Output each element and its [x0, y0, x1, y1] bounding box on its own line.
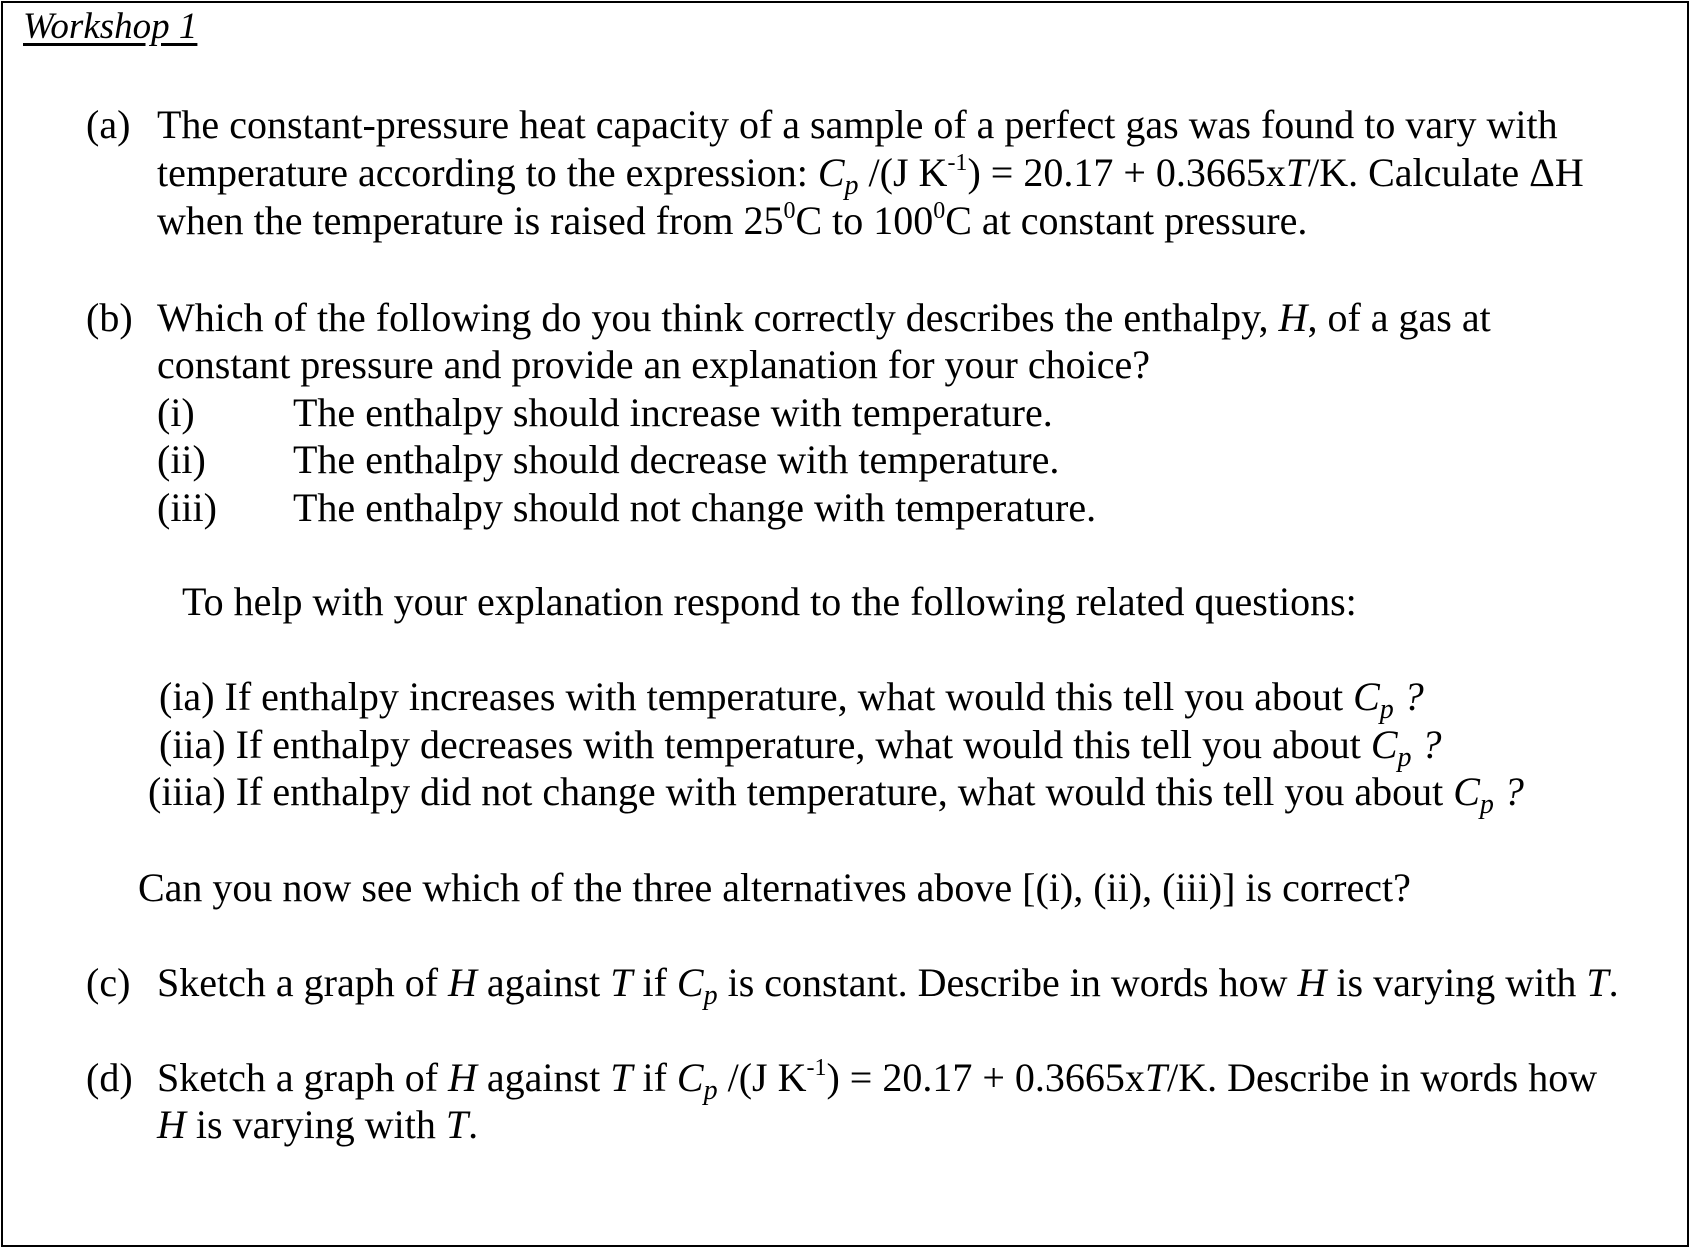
- option-text: The enthalpy should increase with temperature.: [293, 390, 1053, 435]
- option-number: (iii): [157, 485, 217, 530]
- part-d-line-2: H is varying with T.: [157, 1102, 479, 1147]
- part-d-label: (d): [86, 1055, 133, 1100]
- part-c-line-1: Sketch a graph of H against T if $C_p$ is constant. Describe in words how H is varying with T.: [157, 960, 1619, 1011]
- part-a-line-2: temperature according to the expression: $C_p$ /(J $K^{-1}) = 20.17 + 0.3665xT/K$. Calculate ΔH: [157, 150, 1584, 201]
- part-b-line-2: constant pressure and provide an explanation for your choice?: [157, 342, 1150, 387]
- part-a-label: (a): [86, 102, 131, 147]
- part-c-label: (c): [86, 960, 131, 1005]
- option-number: (i): [157, 390, 195, 435]
- worksheet-title: Workshop 1: [23, 6, 198, 47]
- part-b-label: (b): [86, 295, 133, 340]
- option-text: The enthalpy should not change with temperature.: [293, 485, 1097, 530]
- related-question: (ia) If enthalpy increases with temperature, what would this tell you about $C_p$ ?: [159, 674, 1424, 725]
- part-a-line-3: when the temperature is raised from $25^0C$ to $100^0C$ at constant pressure.: [157, 198, 1308, 243]
- conclusion-question: Can you now see which of the three alternatives above [(i), (ii), (iii)] is correct?: [138, 865, 1411, 910]
- part-d-line-1: Sketch a graph of H against T if $C_p$ /(J $K^{-1}) = 20.17 + 0.3665xT/K$. Describe in words how: [157, 1055, 1598, 1106]
- option-text: The enthalpy should decrease with temperature.: [293, 437, 1060, 482]
- related-question: (iiia) If enthalpy did not change with temperature, what would this tell you about $C_p$ ?: [148, 769, 1524, 820]
- part-a-line-1: The constant-pressure heat capacity of a sample of a perfect gas was found to vary with: [157, 102, 1558, 147]
- help-intro: To help with your explanation respond to the following related questions:: [182, 579, 1357, 624]
- related-question: (iia) If enthalpy decreases with temperature, what would this tell you about $C_p$ ?: [159, 722, 1442, 773]
- option-number: (ii): [157, 437, 206, 482]
- part-b-line-1: Which of the following do you think correctly describes the enthalpy, H, of a gas at: [157, 295, 1491, 340]
